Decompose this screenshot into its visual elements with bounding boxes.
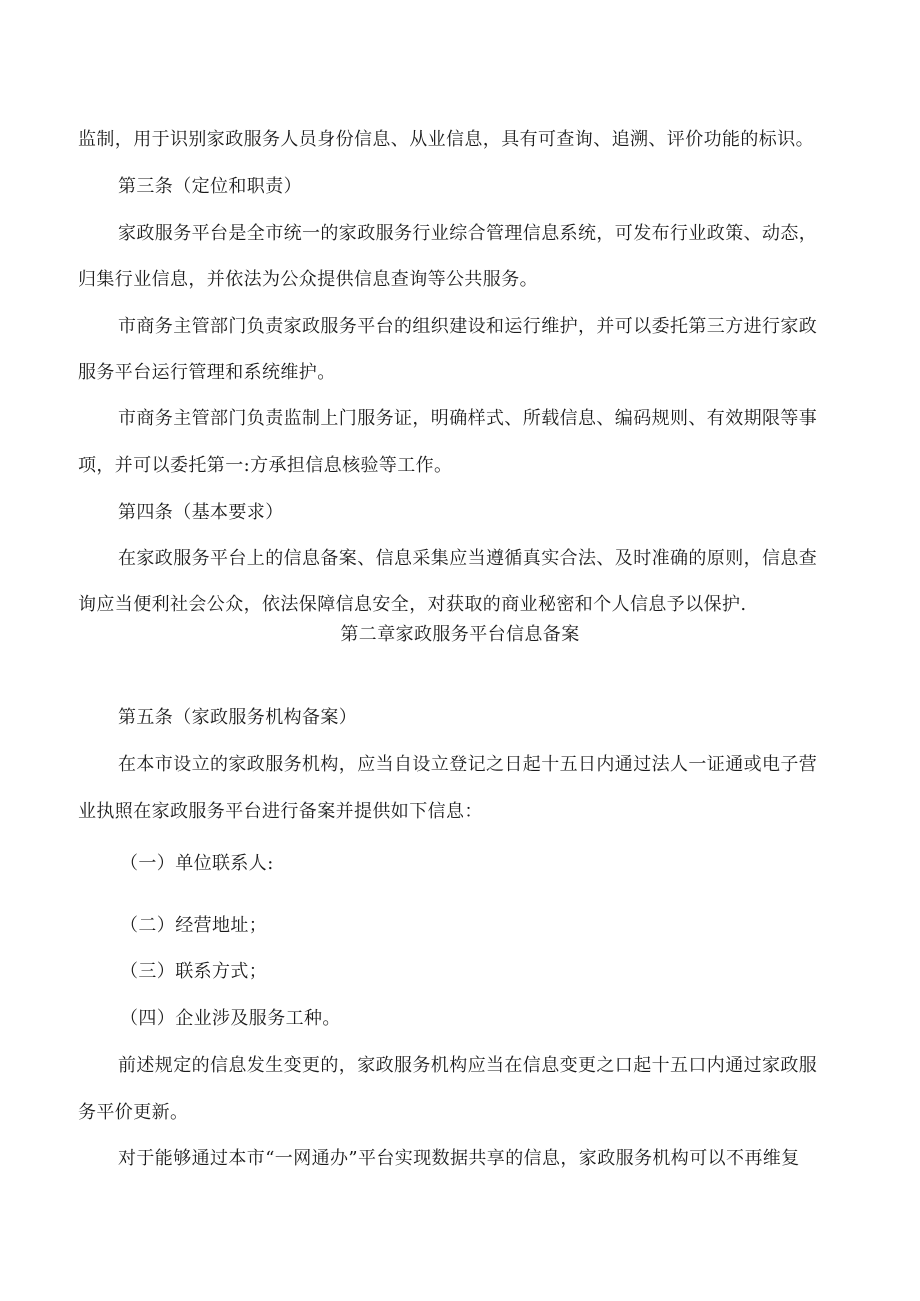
paragraph-line: 在本市设立的家政服务机构，应当自设立登记之日起十五日内通过法人一证通或电子营: [118, 754, 818, 775]
paragraph-line: 项，并可以委托第一:方承担信息核验等工作。: [78, 455, 453, 476]
article-heading: 第五条（家政服务机构备案）: [118, 707, 358, 728]
article-heading: 第四条（基本要求）: [118, 502, 284, 523]
paragraph-line: 对于能够通过本市“一网通办”平台实现数据共享的信息，家政服务机构可以不再维复: [118, 1148, 800, 1169]
chapter-title: 第二章家政服务平台信息备案: [340, 624, 580, 645]
article-heading: 第三条（定位和职责）: [118, 176, 302, 197]
list-item: （三）联系方式；: [120, 961, 268, 982]
paragraph-line: 市商务主管部门负责监制上门服务证，明确样式、所载信息、编码规则、有效期限等事: [118, 408, 818, 429]
paragraph-line: 业执照在家政服务平台进行备案并提供如下信息：: [78, 801, 483, 822]
paragraph-line: 前述规定的信息发生变更的，家政服务机构应当在信息变更之口起十五口内通过家政服: [118, 1055, 818, 1076]
paragraph-line: 家政服务平台是全市统一的家政服务行业综合管理信息系统，可发布行业政策、动态，: [118, 223, 818, 244]
paragraph-line: 在家政服务平台上的信息备案、信息采集应当遵循真实合法、及时准确的原则，信息查: [118, 548, 818, 569]
list-item: （一）单位联系人:: [120, 853, 274, 874]
paragraph-line: 务平价更新。: [78, 1102, 189, 1123]
list-item: （四）企业涉及服务工种。: [120, 1008, 341, 1029]
list-item: （二）经营地址；: [120, 915, 268, 936]
paragraph-line: 监制，用于识别家政服务人员身份信息、从业信息，具有可查询、追溯、评价功能的标识。: [78, 129, 814, 150]
paragraph-line: 服务平台运行管理和系统维护。: [78, 362, 336, 383]
paragraph-line: 市商务主管部门负责家政服务平台的组织建设和运行维护，并可以委托第三方进行家政: [118, 316, 818, 337]
paragraph-line: 归集行业信息，并依法为公众提供信息查询等公共服务。: [78, 269, 538, 290]
paragraph-line: 询应当便利社会公众，依法保障信息安全，对获取的商业秘密和个人信息予以保护.: [78, 594, 747, 615]
